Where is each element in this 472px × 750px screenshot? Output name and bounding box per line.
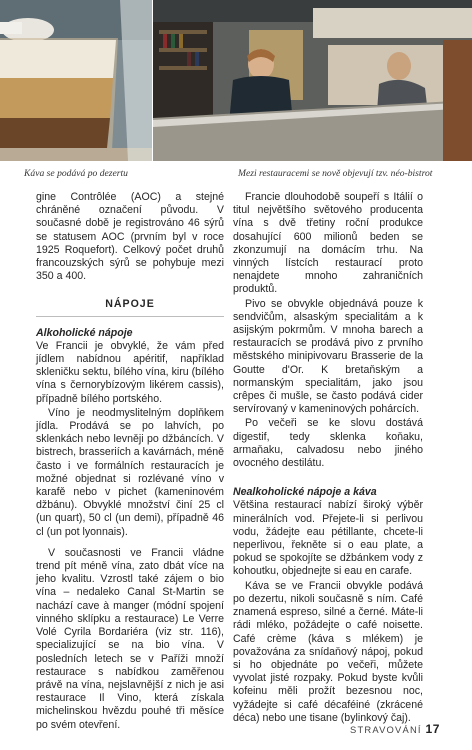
footer-section-name: STRAVOVÁNÍ — [350, 724, 422, 735]
caption-bistro: Mezi restauracemi se nově objevují tzv. néo-bistrot — [238, 168, 433, 179]
paragraph-digestif: Po večeři se ke slovu dostává digestif, tedy sklenka koňaku, armaňaku, calvadosu nebo jiného ovocného destilátu. — [233, 417, 423, 470]
bistro-photo — [153, 0, 472, 161]
subheading-alcoholic: Alkoholické nápoje — [36, 326, 133, 339]
section-divider — [36, 316, 224, 317]
paragraph-wine-serving: Víno je neodmyslitelným doplňkem jídla. Prodává se po lahvích, po sklenkách nebo levněji po džbáncích. V bistrech, brasseriích a kavárnách, méně často i ve formálních restauracích je možné objednat si rozlévané víno v karafě nebo v pichet (kameninovém džbánu). Obvyklé množství činí 25 cl (un quart), 50 cl (un demi), případně 46 cl (un pot lyonnais). — [36, 406, 224, 538]
section-title: NÁPOJE — [105, 298, 155, 311]
paragraph-aperitif: Ve Francii je obvyklé, že vám před jídlem nabídnou apéritif, například skleničku sektu, bílého vína, kiru (bílého vína s černorybízovým likérem cassis), případně bílého portského. — [36, 339, 224, 405]
paragraph-beer-cider: Pivo se obvykle objednává pouze k sendvičům, alsaským specialitám a k asijským pokrmům. V mnoha barech a restauracích se prodává pivo z prvního městského minipivovaru Brasserie de la Goutte d'Or. K bretaňským a normanským specialitám, jako jsou crêpes či mušle, se často podává cider servírovaný v kameninových pohárcích. — [233, 297, 423, 416]
text-column-left — [36, 191, 224, 732]
caption-coffee: Káva se podává po dezertu — [24, 168, 128, 179]
coffee-glass-illustration — [0, 0, 152, 161]
paragraph-wine-trend: V současnosti ve Francii vládne trend pít méně vína, zato dbát více na jeho kvalitu. Vzrostl také zájem o bio vína – nedaleko Canal St-Martin se nachází cave à manger (módní spojení vinného sklípku a restaurace) Le Verre Volé Cyrila Bordariéra (viz str. 116), specializující se na bio vína. V posledních letech se v Paříži množí restaurace s nabídkou zaměřenou právě na vína, nejslavnější z nich je asi restaurace Il Vino, která získala michelinskou hvězdu pouhé tři měsíce po svém otevření. — [36, 546, 224, 731]
paragraph-wine-production: Francie dlouhodobě soupeří s Itálií o titul největšího světového producenta vína s dvě třetiny roční produkce dosahující 600 milionů beden se zkonzumují na domácím trhu. Na vinných lístcích restaurací proto nenajdete mnoho zahraničních produktů. — [233, 191, 423, 296]
bistro-scene-illustration — [153, 0, 472, 161]
paragraph-water: Většina restaurací nabízí široký výběr minerálních vod. Přejete-li si perlivou vodu, žádejte eau pétillante, chcete-li neperlivou, řekněte si o eau plate, a pokud se spokojíte se džbánkem vody z kohoutku, objednejte si eau en carafe. — [233, 499, 423, 578]
subheading-nonalcoholic: Nealkoholické nápoje a káva — [233, 486, 377, 499]
paragraph-coffee: Káva se ve Francii obvykle podává po dezertu, nikoli současně s ním. Café znamená espreso, silné a černé. Máte-li rádi mléko, požádejte o café noisette. Café crème (káva s mlékem) je považována za snídaňový nápoj, pokud si ho objednáte po večeři, můžete vyvolat jisté rozpaky. Pokud byste kvůli kofeinu měli prožít bezesnou noc, vyžádejte si café décaféiné (zkrácené déca) nebo une tisane (bylinkový čaj). — [233, 579, 423, 724]
paragraph-gap — [36, 539, 224, 547]
page-footer — [350, 722, 440, 736]
text-column-right — [233, 191, 423, 725]
paragraph-cheese-intro: gine Contrôlée (AOC) a stejné chráněné označení původu. V současné době je registrováno 46 sýrů se statusem AOC (prvním byl v roce 1925 Roquefort). Celkový počet druhů francouzských sýrů se pohybuje mezi 350 a 400. — [36, 191, 224, 283]
coffee-photo — [0, 0, 152, 161]
page-number: 17 — [425, 722, 440, 736]
